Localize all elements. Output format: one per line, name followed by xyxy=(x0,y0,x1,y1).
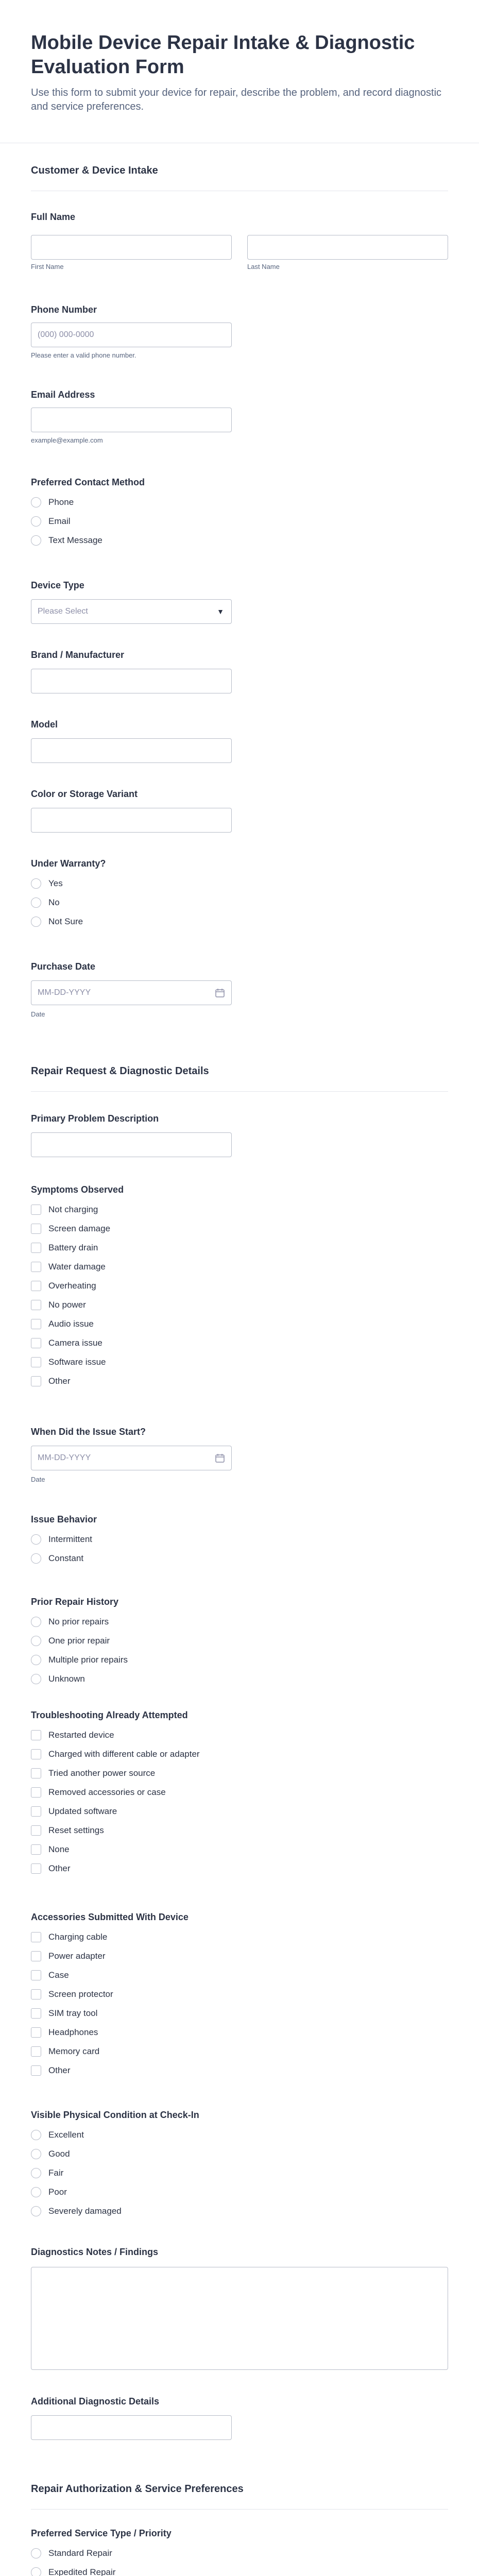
option-label: Yes xyxy=(48,878,63,888)
date-placeholder: MM-DD-YYYY xyxy=(38,988,91,997)
radio-option[interactable] xyxy=(31,1673,85,1685)
radio-icon[interactable] xyxy=(31,1636,41,1646)
checkbox-icon[interactable] xyxy=(31,1844,41,1855)
additional-details-field xyxy=(31,2396,448,2447)
symptoms-field xyxy=(31,1184,448,1400)
first-name-sublabel: First Name xyxy=(31,263,64,270)
option-label: Other xyxy=(48,1863,71,1873)
date-placeholder: MM-DD-YYYY xyxy=(38,1453,91,1462)
option-label: Water damage xyxy=(48,1262,106,1272)
checkbox-option[interactable] xyxy=(31,1767,155,1780)
checkbox-icon[interactable] xyxy=(31,1300,41,1310)
device-type-select[interactable] xyxy=(31,599,232,624)
primary-problem-label: Primary Problem Description xyxy=(31,1113,159,1124)
checkbox-icon[interactable] xyxy=(31,1970,41,1980)
condition-label: Visible Physical Condition at Check-In xyxy=(31,2110,199,2120)
radio-option[interactable] xyxy=(31,1552,83,1565)
checkbox-icon[interactable] xyxy=(31,1357,41,1367)
condition-field xyxy=(31,2109,448,2228)
checkbox-icon[interactable] xyxy=(31,1806,41,1817)
issue-behavior-field xyxy=(31,1514,448,1570)
option-label: Headphones xyxy=(48,2027,98,2037)
option-label: Tried another power source xyxy=(48,1768,156,1778)
option-label: Charged with different cable or adapter xyxy=(48,1749,200,1759)
device-type-placeholder: Please Select xyxy=(38,607,88,616)
checkbox-icon[interactable] xyxy=(31,1989,41,1999)
section-authorization xyxy=(31,2483,448,2495)
service-type-label: Preferred Service Type / Priority xyxy=(31,2528,172,2538)
form-header xyxy=(0,0,479,143)
option-label: Reset settings xyxy=(48,1825,104,1835)
color-storage-field xyxy=(31,788,448,840)
checkbox-option[interactable] xyxy=(31,1356,106,1368)
option-label: SIM tray tool xyxy=(48,2008,98,2018)
model-field xyxy=(31,719,448,770)
checkbox-icon[interactable] xyxy=(31,1951,41,1961)
radio-option[interactable] xyxy=(31,2566,115,2576)
primary-problem-input[interactable] xyxy=(31,1132,232,1157)
checkbox-option[interactable] xyxy=(31,1931,107,1943)
radio-icon[interactable] xyxy=(31,1674,41,1684)
option-label: Battery drain xyxy=(48,1243,98,1252)
email-field xyxy=(31,389,448,456)
checkbox-option[interactable] xyxy=(31,1204,98,1216)
warranty-field xyxy=(31,858,448,935)
radio-option[interactable] xyxy=(31,2205,122,2217)
purchase-date-label: Purchase Date xyxy=(31,961,96,972)
calendar-icon[interactable] xyxy=(215,988,225,998)
option-label: Memory card xyxy=(48,2046,100,2056)
checkbox-option[interactable] xyxy=(31,1337,102,1349)
radio-option[interactable] xyxy=(31,1616,109,1628)
checkbox-icon[interactable] xyxy=(31,1262,41,1272)
section-title-authorization: Repair Authorization & Service Preferences xyxy=(31,2483,244,2495)
date-sublabel: Date xyxy=(31,1476,45,1483)
accessories-label: Accessories Submitted With Device xyxy=(31,1912,189,1922)
radio-icon[interactable] xyxy=(31,1655,41,1665)
radio-option[interactable] xyxy=(31,2547,112,2560)
radio-option[interactable] xyxy=(31,496,74,509)
checkbox-icon[interactable] xyxy=(31,1825,41,1836)
issue-start-input[interactable] xyxy=(31,1446,232,1470)
radio-option[interactable] xyxy=(31,877,63,890)
option-label: One prior repair xyxy=(48,1636,110,1646)
option-label: Good xyxy=(48,2149,70,2159)
section-divider xyxy=(31,1091,448,1092)
checkbox-option[interactable] xyxy=(31,1242,98,1254)
option-label: Standard Repair xyxy=(48,2548,112,2558)
checkbox-icon[interactable] xyxy=(31,2027,41,2038)
option-label: Camera issue xyxy=(48,1338,102,1348)
checkbox-option[interactable] xyxy=(31,2064,71,2077)
checkbox-option[interactable] xyxy=(31,1950,106,1962)
section-divider xyxy=(31,2509,448,2510)
troubleshooting-field xyxy=(31,1709,448,1885)
radio-icon[interactable] xyxy=(31,2206,41,2216)
last-name-input[interactable] xyxy=(247,235,448,260)
issue-behavior-label: Issue Behavior xyxy=(31,1514,97,1524)
option-label: Not charging xyxy=(48,1205,98,1214)
checkbox-option[interactable] xyxy=(31,1786,166,1799)
section-title-diagnostic: Repair Request & Diagnostic Details xyxy=(31,1065,209,1077)
prior-repair-field xyxy=(31,1596,448,1694)
additional-details-label: Additional Diagnostic Details xyxy=(31,2396,160,2406)
option-label: Power adapter xyxy=(48,1951,106,1961)
chevron-down-icon: ▼ xyxy=(217,607,224,616)
checkbox-option[interactable] xyxy=(31,1969,69,1981)
checkbox-option[interactable] xyxy=(31,1223,110,1235)
option-label: Expedited Repair xyxy=(48,2567,116,2576)
option-label: Unknown xyxy=(48,1674,85,1684)
option-label: Email xyxy=(48,516,71,526)
checkbox-option[interactable] xyxy=(31,1729,114,1741)
purchase-date-input[interactable] xyxy=(31,980,232,1005)
option-label: Text Message xyxy=(48,535,102,545)
checkbox-icon[interactable] xyxy=(31,2065,41,2076)
primary-problem-field xyxy=(31,1113,448,1164)
option-label: Constant xyxy=(48,1553,84,1563)
color-storage-input[interactable] xyxy=(31,808,232,833)
checkbox-icon[interactable] xyxy=(31,1338,41,1348)
option-label: Other xyxy=(48,2065,71,2075)
option-label: Not Sure xyxy=(48,917,83,926)
option-label: None xyxy=(48,1844,70,1854)
email-sublabel: example@example.com xyxy=(31,436,103,444)
first-name-input[interactable] xyxy=(31,235,232,260)
radio-option[interactable] xyxy=(31,1533,92,1546)
option-label: Case xyxy=(48,1970,69,1980)
radio-icon[interactable] xyxy=(31,1534,41,1545)
radio-icon[interactable] xyxy=(31,535,41,546)
radio-option[interactable] xyxy=(31,534,102,547)
radio-icon[interactable] xyxy=(31,1617,41,1627)
checkbox-option[interactable] xyxy=(31,2007,97,2020)
option-label: Removed accessories or case xyxy=(48,1787,166,1797)
checkbox-icon[interactable] xyxy=(31,1205,41,1215)
issue-start-label: When Did the Issue Start? xyxy=(31,1427,146,1437)
form-description: Use this form to submit your device for repair, describe the problem, and record diagnostic and service preferences. xyxy=(31,87,442,112)
full-name-field xyxy=(31,211,448,283)
accessories-field xyxy=(31,1911,448,2087)
radio-icon[interactable] xyxy=(31,897,41,908)
radio-option[interactable] xyxy=(31,2167,63,2179)
option-label: Phone xyxy=(48,497,74,507)
phone-label: Phone Number xyxy=(31,304,97,315)
contact-method-field xyxy=(31,477,448,554)
radio-icon[interactable] xyxy=(31,2149,41,2159)
radio-icon[interactable] xyxy=(31,917,41,927)
device-type-label: Device Type xyxy=(31,580,84,590)
section-diagnostic xyxy=(31,1065,448,1077)
email-input[interactable] xyxy=(31,408,232,432)
color-storage-label: Color or Storage Variant xyxy=(31,789,138,799)
option-label: Severely damaged xyxy=(48,2206,122,2216)
diag-notes-textarea[interactable] xyxy=(31,2267,448,2370)
radio-icon[interactable] xyxy=(31,2548,41,2558)
option-label: Poor xyxy=(48,2187,67,2197)
option-label: Screen damage xyxy=(48,1224,111,1233)
checkbox-option[interactable] xyxy=(31,1280,96,1292)
contact-method-label: Preferred Contact Method xyxy=(31,477,145,487)
last-name-sublabel: Last Name xyxy=(247,263,280,270)
radio-option[interactable] xyxy=(31,896,60,909)
checkbox-icon[interactable] xyxy=(31,1319,41,1329)
checkbox-option[interactable] xyxy=(31,1805,117,1818)
checkbox-icon[interactable] xyxy=(31,1376,41,1386)
checkbox-icon[interactable] xyxy=(31,1787,41,1798)
option-label: Audio issue xyxy=(48,1319,94,1329)
checkbox-option[interactable] xyxy=(31,1988,113,2001)
radio-option[interactable] xyxy=(31,1654,128,1666)
option-label: No power xyxy=(48,1300,86,1310)
option-label: No xyxy=(48,897,60,907)
date-sublabel: Date xyxy=(31,1010,45,1018)
option-label: Fair xyxy=(48,2168,64,2178)
option-label: Screen protector xyxy=(48,1989,113,1999)
additional-details-input[interactable] xyxy=(31,2415,232,2440)
radio-icon[interactable] xyxy=(31,516,41,527)
checkbox-option[interactable] xyxy=(31,2045,99,2058)
checkbox-icon[interactable] xyxy=(31,1224,41,1234)
option-label: Updated software xyxy=(48,1806,117,1816)
radio-icon[interactable] xyxy=(31,497,41,507)
checkbox-icon[interactable] xyxy=(31,1281,41,1291)
option-label: Restarted device xyxy=(48,1730,114,1740)
troubleshooting-label: Troubleshooting Already Attempted xyxy=(31,1710,188,1720)
radio-icon[interactable] xyxy=(31,2567,41,2576)
checkbox-icon[interactable] xyxy=(31,1749,41,1759)
section-title-intake: Customer & Device Intake xyxy=(31,165,158,176)
prior-repair-label: Prior Repair History xyxy=(31,1597,119,1607)
radio-icon[interactable] xyxy=(31,2187,41,2197)
option-label: No prior repairs xyxy=(48,1617,109,1626)
model-label: Model xyxy=(31,719,58,730)
checkbox-option[interactable] xyxy=(31,1261,106,1273)
section-intake xyxy=(31,165,448,177)
brand-input[interactable] xyxy=(31,669,232,693)
model-input[interactable] xyxy=(31,738,232,763)
radio-option[interactable] xyxy=(31,2129,84,2141)
checkbox-icon[interactable] xyxy=(31,1243,41,1253)
checkbox-icon[interactable] xyxy=(31,2008,41,2019)
phone-sublabel: Please enter a valid phone number. xyxy=(31,351,136,359)
option-label: Intermittent xyxy=(48,1534,93,1544)
diag-notes-label: Diagnostics Notes / Findings xyxy=(31,2247,159,2257)
service-type-field xyxy=(31,2528,448,2576)
option-label: Software issue xyxy=(48,1357,106,1367)
radio-option[interactable] xyxy=(31,1635,110,1647)
radio-icon[interactable] xyxy=(31,2168,41,2178)
option-label: Multiple prior repairs xyxy=(48,1655,128,1665)
checkbox-icon[interactable] xyxy=(31,1768,41,1778)
symptoms-label: Symptoms Observed xyxy=(31,1184,124,1195)
device-type-field xyxy=(31,580,448,631)
option-label: Excellent xyxy=(48,2130,84,2140)
brand-label: Brand / Manufacturer xyxy=(31,650,125,660)
checkbox-option[interactable] xyxy=(31,1824,104,1837)
checkbox-icon[interactable] xyxy=(31,1932,41,1942)
radio-option[interactable] xyxy=(31,916,83,928)
option-label: Charging cable xyxy=(48,1932,108,1942)
purchase-date-field xyxy=(31,961,448,1028)
full-name-label: Full Name xyxy=(31,212,76,222)
radio-icon[interactable] xyxy=(31,1553,41,1564)
checkbox-option[interactable] xyxy=(31,1375,71,1387)
checkbox-icon[interactable] xyxy=(31,1730,41,1740)
checkbox-option[interactable] xyxy=(31,2026,98,2039)
checkbox-icon[interactable] xyxy=(31,1863,41,1874)
warranty-label: Under Warranty? xyxy=(31,858,106,869)
diag-notes-field xyxy=(31,2246,448,2380)
radio-icon[interactable] xyxy=(31,878,41,889)
email-label: Email Address xyxy=(31,389,95,400)
checkbox-option[interactable] xyxy=(31,1862,71,1875)
phone-input[interactable]: (000) 000-0000 xyxy=(31,323,232,347)
checkbox-option[interactable] xyxy=(31,1299,86,1311)
phone-field xyxy=(31,304,448,371)
calendar-icon[interactable] xyxy=(215,1453,225,1463)
checkbox-option[interactable] xyxy=(31,1748,200,1760)
issue-start-field xyxy=(31,1426,448,1493)
checkbox-option[interactable] xyxy=(31,1318,94,1330)
brand-field xyxy=(31,649,448,701)
form-title: Mobile Device Repair Intake & Diagnostic Evaluation Form xyxy=(31,32,415,78)
option-label: Other xyxy=(48,1376,71,1386)
radio-icon[interactable] xyxy=(31,2130,41,2140)
radio-option[interactable] xyxy=(31,515,71,528)
option-label: Overheating xyxy=(48,1281,96,1291)
checkbox-icon[interactable] xyxy=(31,2046,41,2057)
checkbox-option[interactable] xyxy=(31,1843,70,1856)
radio-option[interactable] xyxy=(31,2148,70,2160)
radio-option[interactable] xyxy=(31,2186,67,2198)
